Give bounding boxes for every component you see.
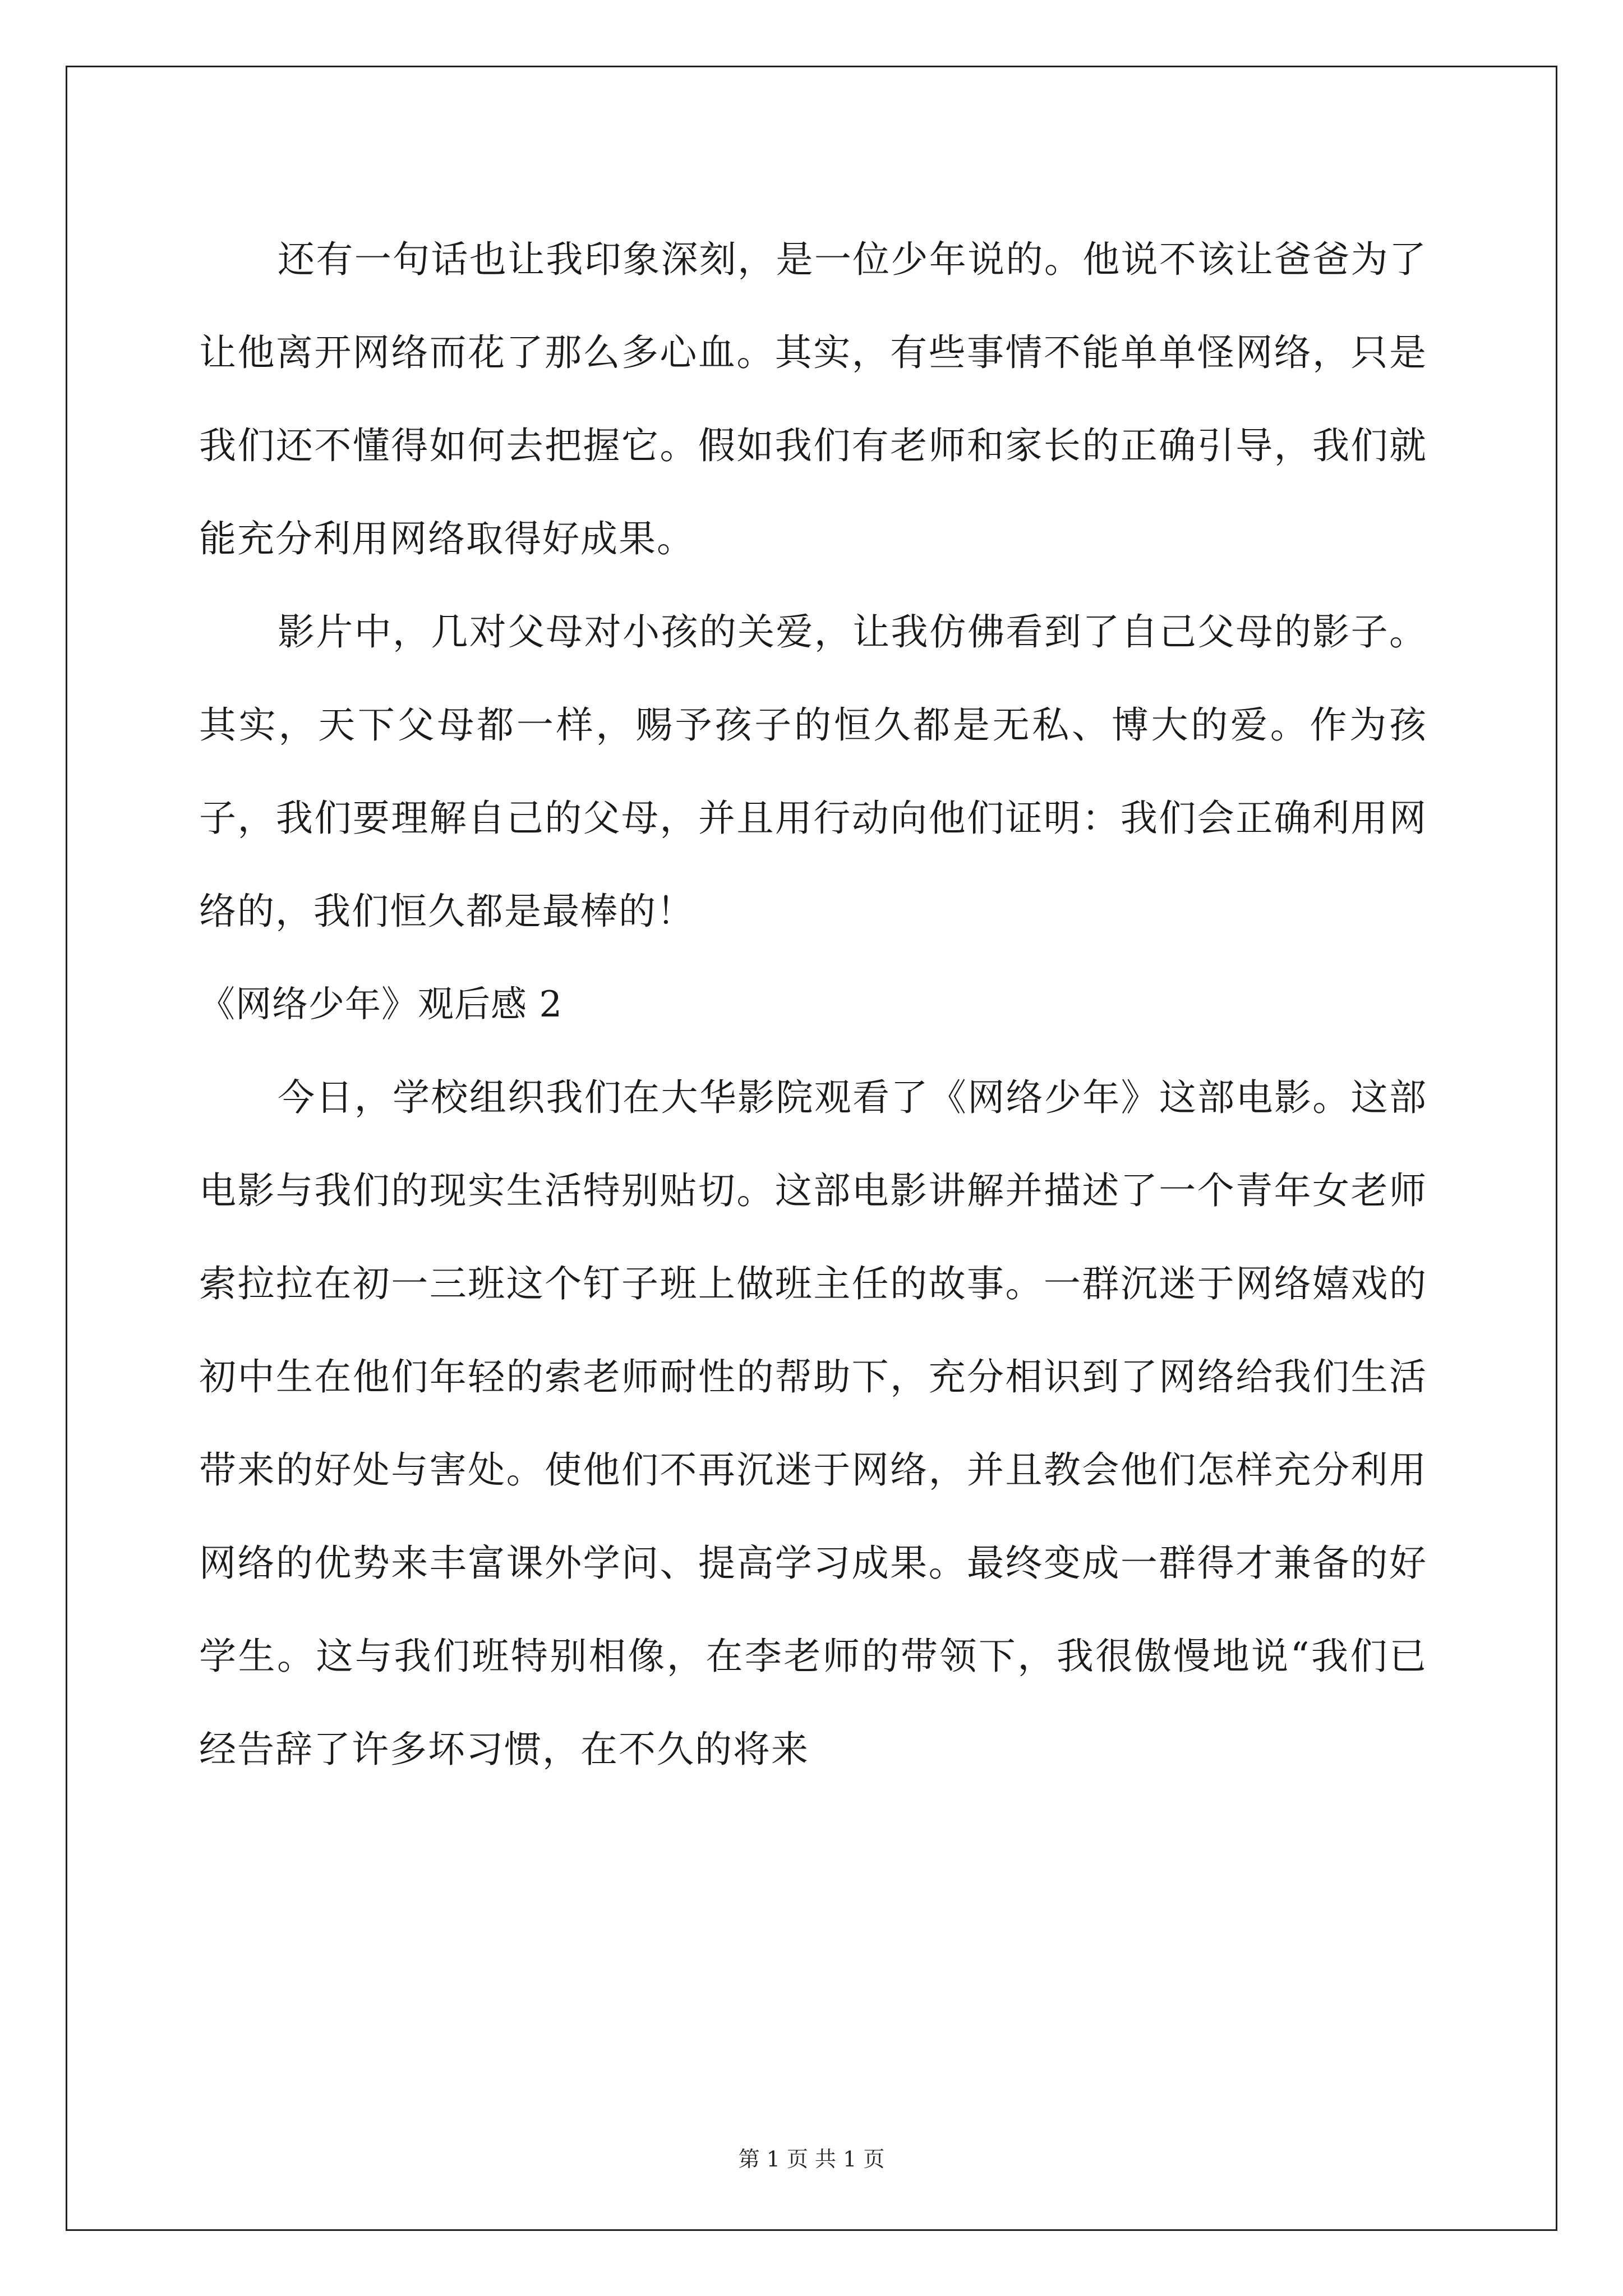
paragraph-2: 影片中，几对父母对小孩的关爱，让我仿佛看到了自己父母的影子。其实，天下父母都一样，赐予孩子的恒久都是无私、博大的爱。作为孩子，我们要理解自己的父母，并且用行动向他们证明：我们会正确利用网络的，我们恒久都是最棒的！ — [199, 610, 1427, 933]
paragraph-3: 今日，学校组织我们在大华影院观看了《网络少年》这部电影。这部电影与我们的现实生活特别贴切。这部电影讲解并描述了一个青年女老师索拉拉在初一三班这个钉子班上做班主任的故事。一群沉迷于网络嬉戏的初中生在他们年轻的索老师耐性的帮助下，充分相识到了网络给我们生活带来的好处与害处。使他们不再沉迷于网络，并且教会他们怎样充分利用网络的优势来丰富课外学问、提高学习成果。最终变成一群得才兼备的好学生。这与我们班特别相像，在李老师的带领下，我很傲慢地说“我们已经告辞了许多坏习惯，在不久的将来 — [199, 1076, 1427, 1771]
paragraph-1: 还有一句话也让我印象深刻，是一位少年说的。他说不该让爸爸为了让他离开网络而花了那么多心血。其实，有些事情不能单单怪网络，只是我们还不懂得如何去把握它。假如我们有老师和家长的正确引导，我们就能充分利用网络取得好成果。 — [199, 238, 1427, 560]
document-body — [199, 213, 1427, 1796]
page-footer: 第 1 页 共 1 页 — [738, 2147, 885, 2171]
section-title: 《网络少年》观后感 2 — [199, 984, 563, 1025]
